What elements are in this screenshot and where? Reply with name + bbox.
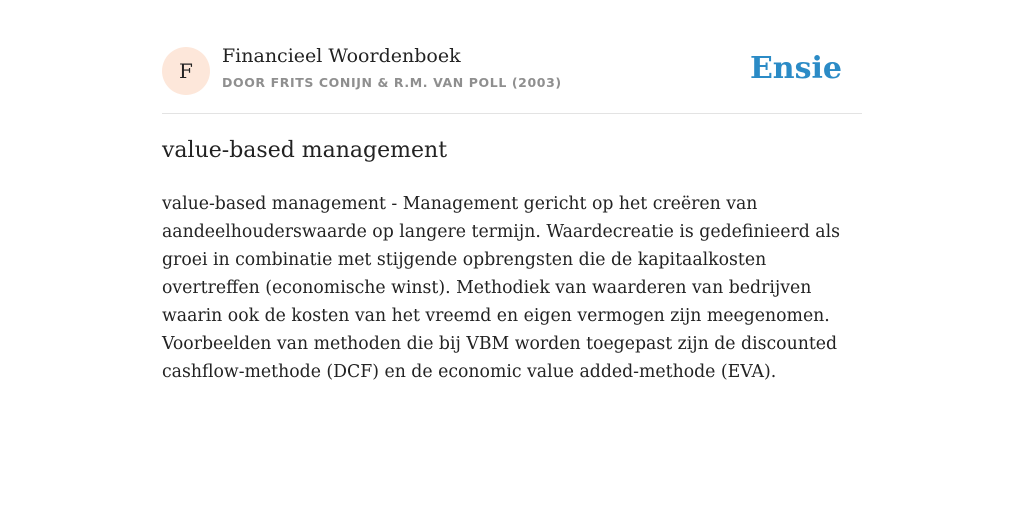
source-title-link[interactable]: Financieel Woordenboek bbox=[222, 45, 461, 67]
entry-card bbox=[162, 0, 862, 512]
source-avatar[interactable]: F bbox=[162, 47, 210, 95]
ensie-logo[interactable]: Ensie bbox=[749, 51, 842, 86]
term-title: value-based management bbox=[162, 138, 448, 163]
source-author: DOOR FRITS CONIJN & R.M. VAN POLL (2003) bbox=[222, 75, 562, 90]
definition-text: value-based management - Management gericht op het creëren van aandeelhouderswaarde op langere termijn. Waardecreatie is gedefinieerd als groei in combinatie met stijgende opbrengsten die de kapitaalkosten overtreffen (economische winst). Methodiek van waarderen van bedrijven waarin ook de kosten van het vreemd en eigen vermogen zijn meegenomen. Voorbeelden van methoden die bij VBM worden toegepast zijn de discounted cashflow-methode (DCF) en de economic value added-methode (EVA). bbox=[162, 194, 841, 382]
source-header bbox=[162, 0, 862, 114]
